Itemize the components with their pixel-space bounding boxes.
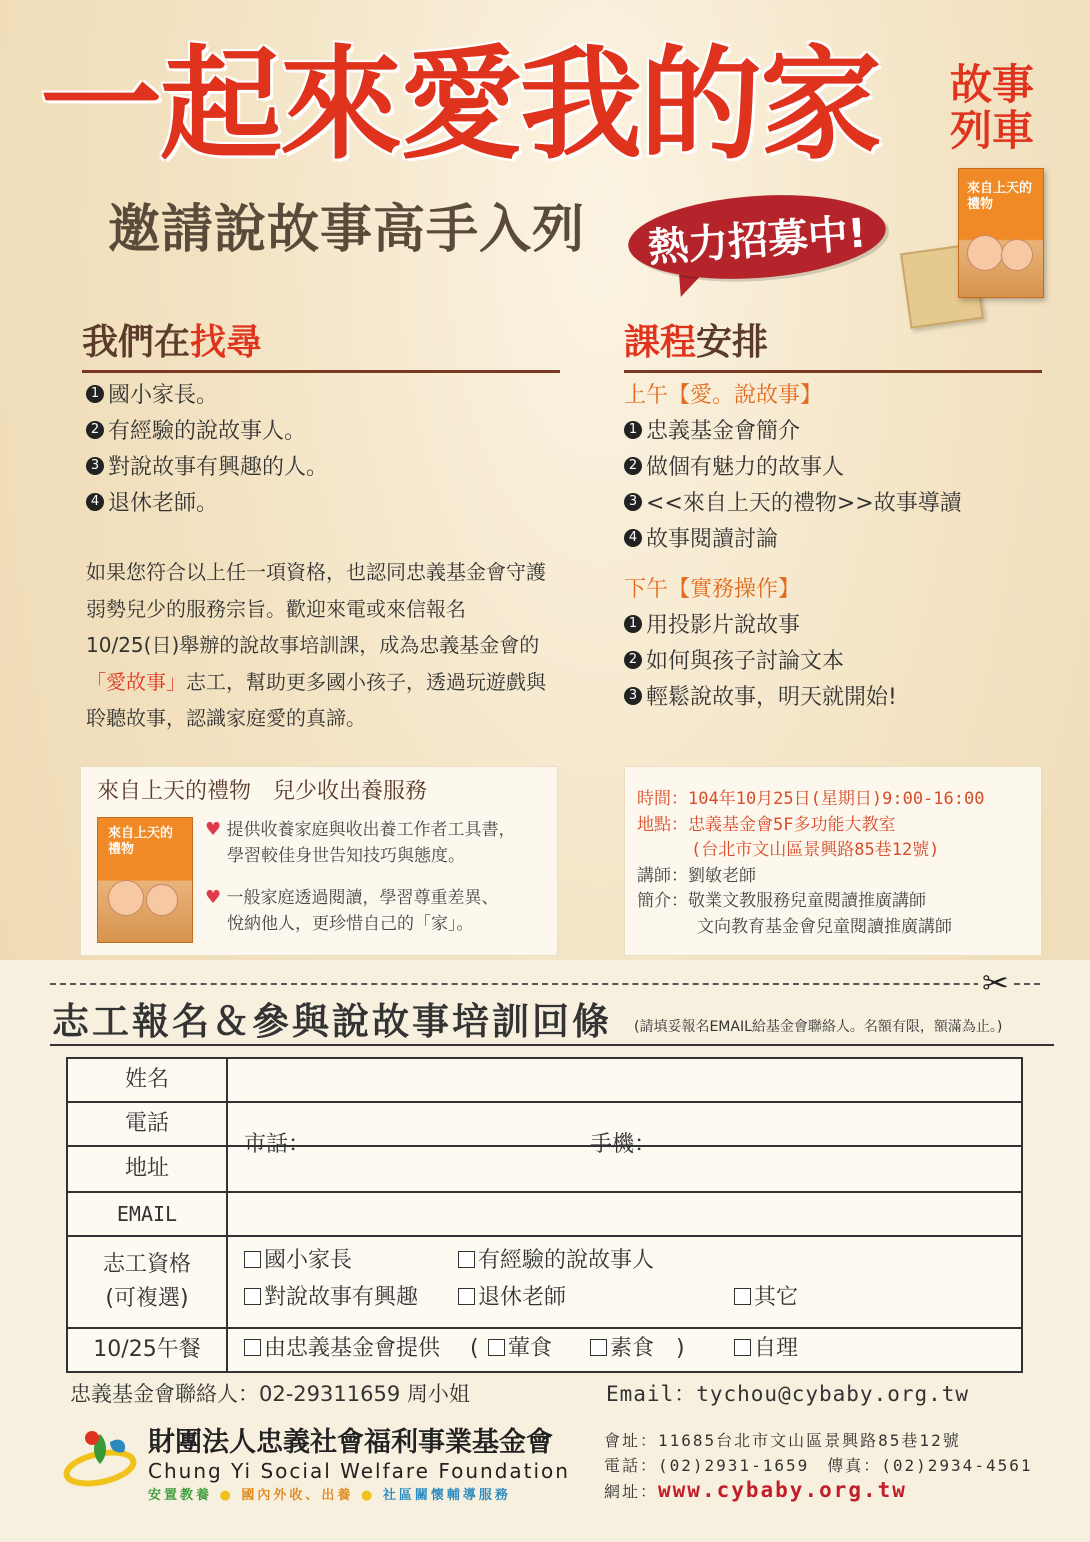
- cut-line: [50, 983, 1040, 985]
- book-thumbnail-title: 來自上天的禮物: [108, 826, 174, 857]
- checkbox[interactable]: [244, 1339, 261, 1356]
- book-cover-thumbnail: [97, 817, 193, 943]
- service-tag: 安置教養: [148, 1488, 213, 1503]
- list-item-text: 用投影片說故事: [646, 613, 801, 638]
- speaker-value: 劉敏老師: [688, 865, 756, 886]
- book-point-text: 學習較佳身世告知技巧與態度。: [227, 846, 465, 866]
- qual-option-experienced[interactable]: [458, 1246, 654, 1276]
- time-value: 104年10月25日(星期日)9:00-16:00: [688, 789, 985, 809]
- mobile-label: 手機：: [590, 1132, 657, 1157]
- option-label: 葷食: [508, 1336, 553, 1361]
- invitation-paragraph: [86, 554, 556, 737]
- side-title: [950, 62, 1050, 154]
- list-item-text: 如何與孩子討論文本: [646, 649, 845, 674]
- side-title-line-1: 故事: [950, 60, 1035, 109]
- number-badge: 3: [86, 457, 104, 475]
- speaker-label: 講師：: [637, 865, 688, 886]
- number-badge: 1: [624, 421, 642, 439]
- lunch-option-self[interactable]: [734, 1334, 798, 1364]
- bio-label: 簡介：: [637, 891, 688, 911]
- checkbox[interactable]: [590, 1339, 607, 1356]
- organization-name-english: Chung Yi Social Welfare Foundation: [148, 1459, 570, 1483]
- subtitle: 邀請說故事高手入列: [108, 200, 586, 260]
- list-item: [624, 450, 962, 486]
- child-face-icon: [108, 880, 144, 916]
- qual-option-parent[interactable]: [244, 1246, 352, 1276]
- dot-separator-icon: ●: [219, 1488, 242, 1503]
- list-item: [624, 414, 962, 450]
- heart-icon: ♥: [205, 819, 222, 840]
- list-item-text: 有經驗的說故事人。: [108, 419, 307, 444]
- bio-line: 敬業文教服務兒童閱讀推廣講師: [688, 891, 926, 911]
- list-item-text: 忠義基金會簡介: [646, 419, 801, 444]
- checkbox[interactable]: [488, 1339, 505, 1356]
- option-label: 有經驗的說故事人: [478, 1248, 655, 1273]
- form-note: (請填妥報名EMAIL給基金會聯絡人。名額有限，額滿為止。): [634, 1019, 1003, 1035]
- option-label: 國小家長: [264, 1248, 353, 1273]
- place-address: (台北市文山區景興路85巷12號): [691, 840, 940, 860]
- recruiting-badge: 熱力招募中!: [625, 187, 888, 287]
- lunch-option-provided[interactable]: [244, 1334, 440, 1364]
- phone-field[interactable]: [227, 1102, 1022, 1157]
- service-tag: 社區關懷輔導服務: [382, 1488, 511, 1503]
- service-tag: 國內外收、出養: [241, 1488, 354, 1503]
- highlight-text: 「愛故事」: [86, 669, 186, 694]
- option-label: 由忠義基金會提供: [264, 1336, 441, 1361]
- checkbox[interactable]: [458, 1288, 475, 1305]
- scissors-icon: ✂: [978, 966, 1013, 1000]
- lunch-options: [227, 1328, 1022, 1372]
- book-cover-title: 來自上天的禮物: [967, 181, 1033, 212]
- registration-form: [66, 1057, 1023, 1373]
- book-info-box: [80, 766, 558, 956]
- child-face-icon: [146, 884, 178, 916]
- schedule-heading-a: 課程: [624, 322, 697, 363]
- number-badge: 1: [624, 615, 642, 633]
- event-details: [637, 787, 984, 940]
- qualification-label-line-2: (可複選): [105, 1286, 189, 1311]
- book-point-text: 提供收養家庭與收出養工作者工具書，: [226, 820, 516, 840]
- book-point-1: [205, 817, 516, 869]
- lunch-label: 10/25午餐: [67, 1328, 227, 1372]
- form-title-rule: [50, 1044, 1054, 1046]
- seeking-heading-b: 找尋: [190, 322, 263, 363]
- foundation-logo-icon: [62, 1424, 142, 1490]
- number-badge: 3: [624, 493, 642, 511]
- qualification-label-line-1: 志工資格: [102, 1252, 191, 1277]
- qualification-label: [67, 1236, 227, 1328]
- list-item-text: 退休老師。: [108, 491, 219, 516]
- organization-phone: 電話：(02)2931-1659: [604, 1456, 810, 1475]
- email-field[interactable]: [227, 1192, 1022, 1236]
- list-item: [86, 450, 328, 486]
- list-item: [624, 522, 962, 558]
- option-label: 素食: [610, 1336, 655, 1361]
- number-badge: 2: [86, 421, 104, 439]
- phone-label: 電話: [67, 1102, 227, 1146]
- form-title: 志工報名＆參與說故事培訓回條: [52, 1000, 612, 1043]
- checkbox[interactable]: [458, 1251, 475, 1268]
- address-label: 地址: [67, 1146, 227, 1192]
- list-item: [86, 414, 328, 450]
- checkbox[interactable]: [244, 1251, 261, 1268]
- schedule-heading: [624, 320, 1042, 373]
- website-link[interactable]: www.cybaby.org.tw: [658, 1478, 907, 1502]
- table-row: [67, 1146, 1022, 1192]
- child-face-icon: [967, 235, 1003, 271]
- website-label: 網址：: [604, 1482, 659, 1501]
- table-row: [67, 1058, 1022, 1102]
- option-label: 自理: [754, 1336, 799, 1361]
- organization-contact-info: [604, 1428, 1032, 1504]
- contact-email[interactable]: Email：tychou@cybaby.org.tw: [606, 1382, 970, 1406]
- landline-label: 市話：: [244, 1132, 311, 1157]
- schedule-list: [624, 378, 962, 716]
- checkbox[interactable]: [734, 1339, 751, 1356]
- place-label: 地點：: [637, 814, 688, 835]
- option-label: 對說故事有興趣: [264, 1285, 419, 1310]
- lunch-paren-open: (: [470, 1336, 479, 1361]
- number-badge: 1: [86, 385, 104, 403]
- side-title-line-2: 列車: [950, 106, 1035, 155]
- dot-separator-icon: ●: [360, 1488, 383, 1503]
- main-title: 一起來愛我的家: [40, 34, 880, 176]
- table-row: [67, 1236, 1022, 1328]
- lunch-option-vegetarian[interactable]: [590, 1334, 654, 1364]
- contact-person: 忠義基金會聯絡人：02-29311659 周小姐: [70, 1382, 470, 1406]
- morning-label: 上午【愛。說故事】: [624, 383, 823, 408]
- option-label: 退休老師: [478, 1285, 567, 1310]
- qual-option-interested[interactable]: [244, 1283, 418, 1313]
- event-info-box: [624, 766, 1042, 956]
- time-label: 時間：: [637, 789, 688, 809]
- number-badge: 4: [624, 529, 642, 547]
- list-item: [624, 486, 962, 522]
- checkbox[interactable]: [244, 1288, 261, 1305]
- book-box-title: 來自上天的禮物 兒少收出養服務: [97, 779, 428, 804]
- list-item-text: 故事閱讀討論: [646, 527, 779, 552]
- organization-services: [148, 1486, 511, 1506]
- afternoon-label: 下午【實務操作】: [624, 577, 801, 602]
- schedule-heading-b: 安排: [696, 322, 769, 363]
- table-row: [67, 1328, 1022, 1372]
- lunch-paren-close: ): [676, 1336, 685, 1361]
- table-row: [67, 1192, 1022, 1236]
- lunch-option-meat[interactable]: [488, 1334, 552, 1364]
- organization-address: 會址：11685台北市文山區景興路85巷12號: [604, 1431, 961, 1450]
- number-badge: 4: [86, 493, 104, 511]
- organization-fax: 傳真：(02)2934-4561: [827, 1456, 1033, 1475]
- list-item: [86, 486, 328, 522]
- seeking-heading: [82, 320, 560, 373]
- list-item: [624, 680, 962, 716]
- place-value: 忠義基金會5F多功能大教室: [688, 814, 896, 835]
- bio-line: 文向教育基金會兒童閱讀推廣講師: [697, 916, 952, 937]
- list-item: [624, 608, 962, 644]
- table-row: [67, 1102, 1022, 1146]
- email-label: EMAIL: [67, 1192, 227, 1236]
- book-point-2: [205, 885, 499, 937]
- heart-icon: ♥: [205, 887, 222, 908]
- number-badge: 3: [624, 687, 642, 705]
- list-item-text: <<來自上天的禮物>>故事導讀: [646, 491, 962, 516]
- list-item-text: 輕鬆說故事，明天就開始!: [646, 685, 897, 710]
- child-face-icon: [1001, 239, 1033, 271]
- paragraph-text: 如果您符合以上任一項資格，也認同忠義基金會守護弱勢兒少的服務宗旨。歡迎來電或來信報名10/25(日)舉辦的說故事培訓課，成為忠義基金會的: [86, 560, 546, 657]
- seeking-list: [86, 378, 328, 522]
- book-cover-image: [958, 168, 1044, 298]
- seeking-heading-a: 我們在: [82, 322, 191, 363]
- list-item: [624, 644, 962, 680]
- qual-option-retired-teacher[interactable]: [458, 1283, 566, 1313]
- option-label: 其它: [754, 1285, 799, 1310]
- qualification-options: [227, 1236, 1022, 1328]
- number-badge: 2: [624, 457, 642, 475]
- name-label: 姓名: [67, 1058, 227, 1102]
- list-item: [86, 378, 328, 414]
- book-point-text: 一般家庭透過閱讀，學習尊重差異、: [226, 888, 499, 908]
- book-point-text: 悅納他人，更珍惜自己的「家」。: [227, 914, 474, 934]
- list-item-text: 國小家長。: [108, 383, 219, 408]
- number-badge: 2: [624, 651, 642, 669]
- list-item-text: 做個有魅力的故事人: [646, 455, 845, 480]
- qual-option-other[interactable]: [734, 1283, 798, 1313]
- name-field[interactable]: [227, 1058, 1022, 1102]
- checkbox[interactable]: [734, 1288, 751, 1305]
- organization-name: 財團法人忠義社會福利事業基金會: [148, 1427, 553, 1458]
- list-item-text: 對說故事有興趣的人。: [108, 455, 329, 480]
- paragraph-text: 志工，幫助更多國小孩子，透過玩遊戲與聆聽故事，認識家庭愛的真諦。: [86, 669, 546, 730]
